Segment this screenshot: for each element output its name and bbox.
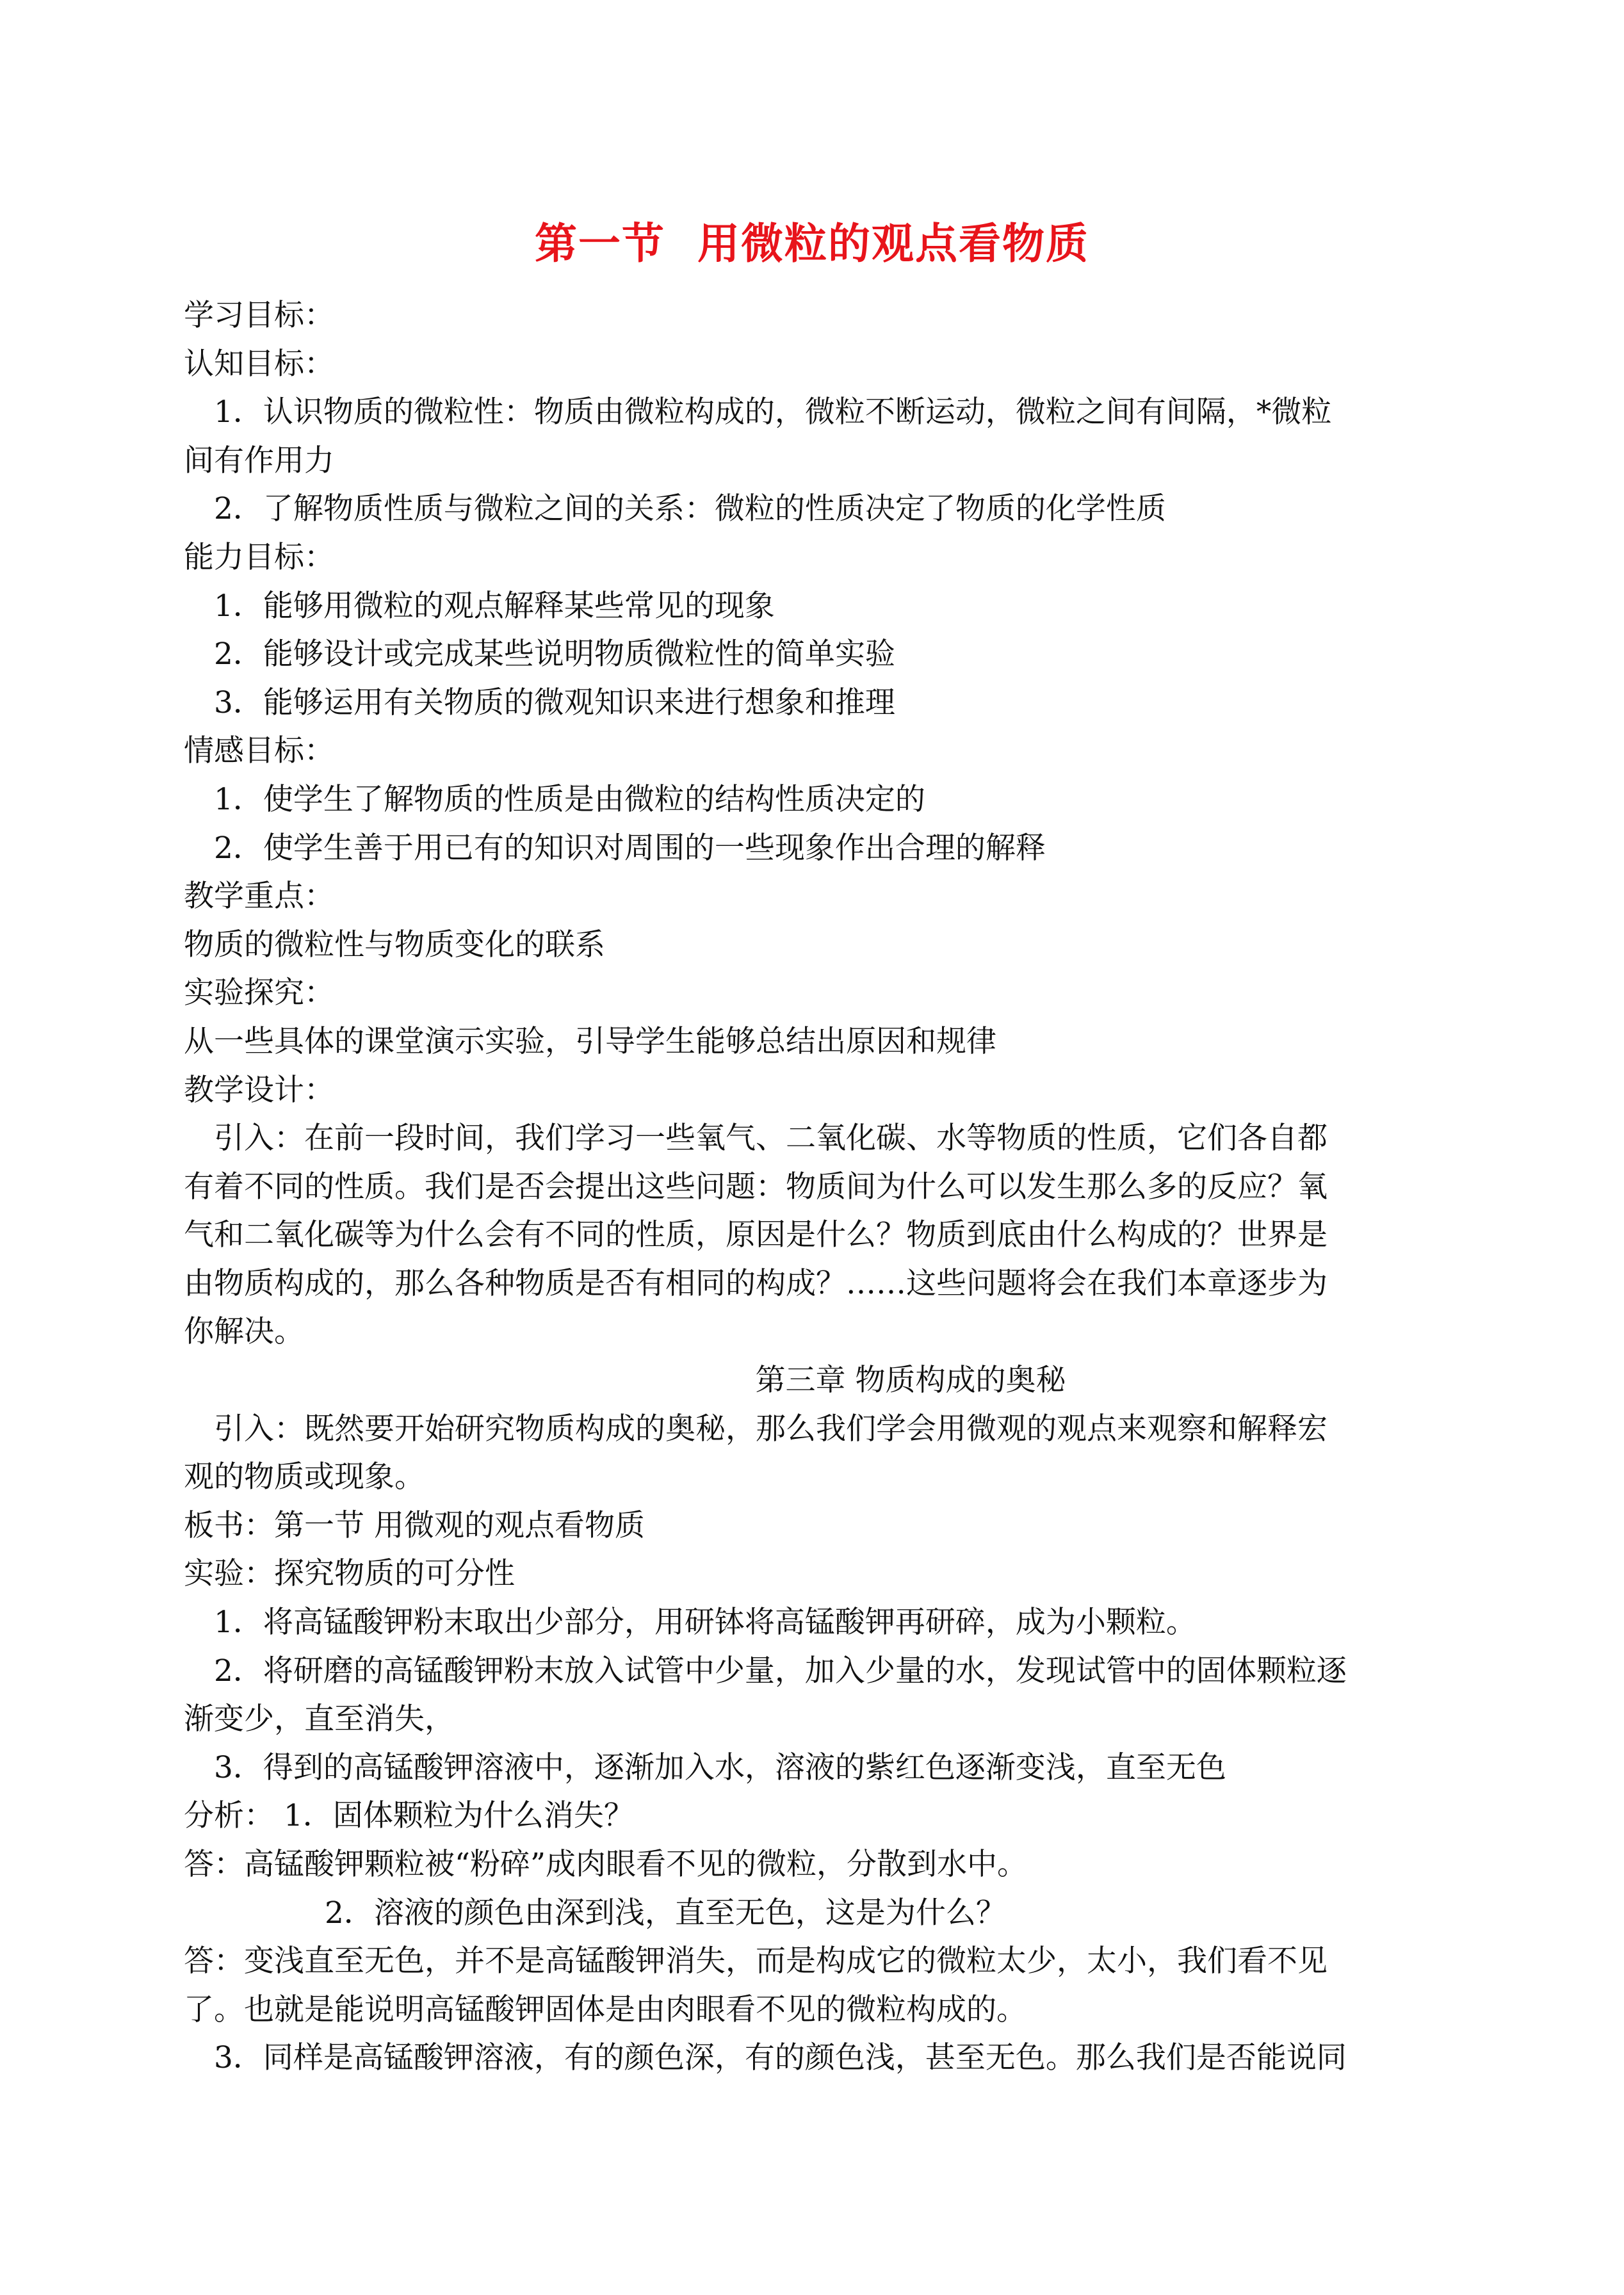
document-body xyxy=(184,291,1445,2082)
intro-2-line-2: 观的物质或现象。 xyxy=(184,1459,425,1495)
teaching-focus-text: 物质的微粒性与物质变化的联系 xyxy=(184,927,605,962)
answer-1: 答：高锰酸钾颗粒被“粉碎”成肉眼看不见的微粒，分散到水中。 xyxy=(184,1847,1028,1882)
heading-cognitive-goals: 认知目标： xyxy=(184,346,334,382)
cognitive-goal-2: 2．了解物质性质与微粒之间的关系：微粒的性质决定了物质的化学性质 xyxy=(214,491,1166,527)
affective-goal-1: 1．使学生了解物质的性质是由微粒的结构性质决定的 xyxy=(214,781,925,817)
cognitive-goal-1-continued: 间有作用力 xyxy=(184,442,334,478)
cognitive-goal-1: 1．认识物质的微粒性：物质由微粒构成的，微粒不断运动，微粒之间有间隔，*微粒 xyxy=(214,394,1332,430)
answer-2-line-2: 了。也就是能说明高锰酸钾固体是由肉眼看不见的微粒构成的。 xyxy=(184,1991,1027,2027)
experiment-inquiry-text: 从一些具体的课堂演示实验，引导学生能够总结出原因和规律 xyxy=(184,1023,996,1059)
experiment-step-1: 1．将高锰酸钾粉末取出少部分，用研钵将高锰酸钾再研碎，成为小颗粒。 xyxy=(214,1605,1196,1641)
experiment-step-2-continued: 渐变少，直至消失， xyxy=(184,1701,455,1737)
intro-2-line-1: 引入：既然要开始研究物质构成的奥秘，那么我们学会用微观的观点来观察和解释宏 xyxy=(214,1411,1328,1447)
chapter-heading: 第三章 物质构成的奥秘 xyxy=(755,1363,1066,1399)
ability-goal-2: 2．能够设计或完成某些说明物质微粒性的简单实验 xyxy=(214,637,895,672)
analysis-question-3: 3．同样是高锰酸钾溶液，有的颜色深，有的颜色浅，甚至无色。那么我们是否能说同 xyxy=(214,2040,1347,2076)
heading-learning-goals: 学习目标： xyxy=(184,298,334,333)
heading-experiment-inquiry: 实验探究： xyxy=(184,975,334,1011)
analysis-question-2: 2．溶液的颜色由深到浅，直至无色，这是为什么？ xyxy=(325,1895,1006,1931)
experiment-step-3: 3．得到的高锰酸钾溶液中，逐渐加入水，溶液的紫红色逐渐变浅，直至无色 xyxy=(214,1749,1226,1785)
intro-paragraph-line-3: 气和二氧化碳等为什么会有不同的性质，原因是什么？物质到底由什么构成的？世界是 xyxy=(184,1217,1328,1253)
intro-paragraph-line-1: 引入：在前一段时间，我们学习一些氧气、二氧化碳、水等物质的性质，它们各自都 xyxy=(214,1121,1328,1156)
ability-goal-3: 3．能够运用有关物质的微观知识来进行想象和推理 xyxy=(214,685,895,720)
page-title: 第一节 用微粒的观点看物质 xyxy=(535,218,1089,268)
intro-paragraph-line-2: 有着不同的性质。我们是否会提出这些问题：物质间为什么可以发生那么多的反应？氧 xyxy=(184,1169,1328,1204)
ability-goal-1: 1．能够用微粒的观点解释某些常见的现象 xyxy=(214,588,775,624)
heading-affective-goals: 情感目标： xyxy=(184,733,334,769)
intro-paragraph-line-5: 你解决。 xyxy=(184,1314,304,1350)
answer-2-line-1: 答：变浅直至无色，并不是高锰酸钾消失，而是构成它的微粒太少，太小，我们看不见 xyxy=(184,1943,1328,1979)
heading-teaching-focus: 教学重点： xyxy=(184,879,334,914)
heading-ability-goals: 能力目标： xyxy=(184,539,334,575)
experiment-step-2: 2．将研磨的高锰酸钾粉末放入试管中少量，加入少量的水，发现试管中的固体颗粒逐 xyxy=(214,1653,1347,1689)
analysis-question-1: 分析： 1．固体颗粒为什么消失？ xyxy=(184,1798,634,1834)
experiment-heading: 实验：探究物质的可分性 xyxy=(184,1556,515,1592)
blackboard-note: 板书：第一节 用微观的观点看物质 xyxy=(184,1507,645,1543)
intro-paragraph-line-4: 由物质构成的，那么各种物质是否有相同的构成？……这些问题将会在我们本章逐步为 xyxy=(184,1265,1328,1301)
heading-teaching-design: 教学设计： xyxy=(184,1072,334,1108)
affective-goal-2: 2．使学生善于用已有的知识对周围的一些现象作出合理的解释 xyxy=(214,830,1046,866)
